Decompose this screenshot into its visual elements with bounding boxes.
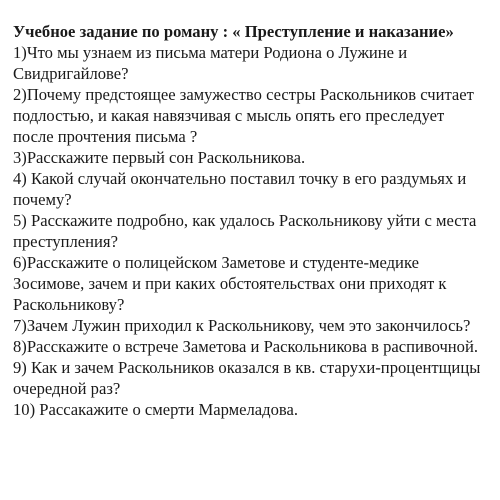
question-item-10: 10) Рассакажите о смерти Мармеладова. <box>13 400 299 419</box>
question-item-2: 2)Почему предстоящее замужество сестры Раскольников считает подлостью, и какая навязчивая с мысль опять его преследует после прочтения письма ? <box>13 85 474 146</box>
question-list <box>13 42 486 420</box>
question-item-8: 8)Расскажите о встрече Заметова и Раскольникова в распивочной. <box>13 337 478 356</box>
question-item-4: 4) Какой случай окончательно поставил точку в его раздумьях и почему? <box>13 169 467 209</box>
question-item-6: 6)Расскажите о полицейском Заметове и студенте-медике Зосимове, зачем и при каких обстоятельствах они приходят к Раскольникову? <box>13 253 447 314</box>
question-item-9: 9) Как и зачем Раскольников оказался в кв. старухи-процентщицы очередной раз? <box>13 358 481 398</box>
question-item-5: 5) Расскажите подробно, как удалось Раскольникову уйти с места преступления? <box>13 211 477 251</box>
question-item-3: 3)Расскажите первый сон Раскольникова. <box>13 148 306 167</box>
question-item-7: 7)Зачем Лужин приходил к Раскольникову, чем это закончилось? <box>13 316 471 335</box>
question-item-1: 1)Что мы узнаем из письма матери Родиона о Лужине и Свидригайлове? <box>13 43 408 83</box>
document-title: Учебное задание по роману : « Преступление и наказание» <box>13 22 454 41</box>
